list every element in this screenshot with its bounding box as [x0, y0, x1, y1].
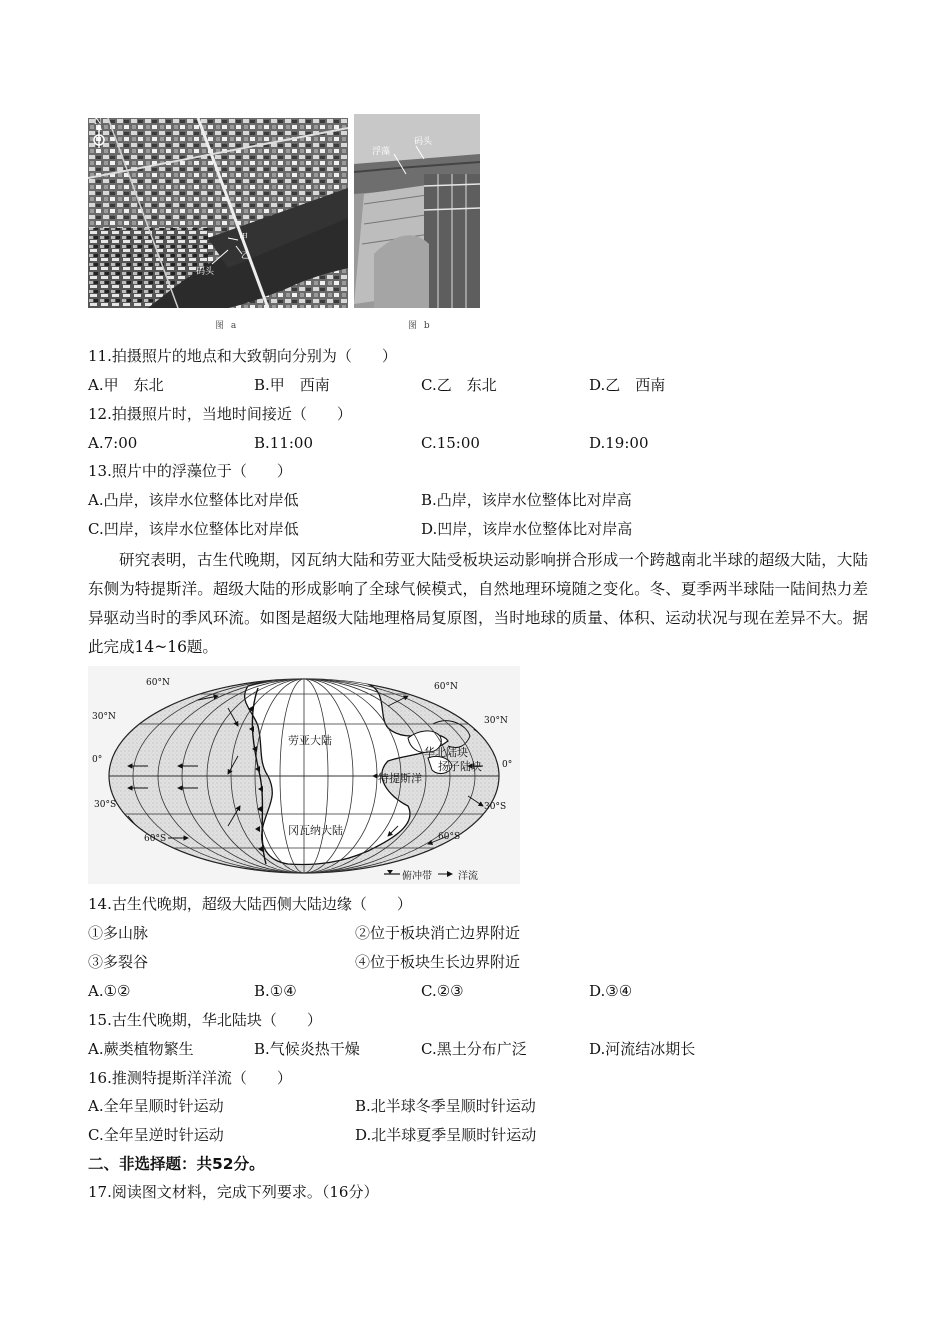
section-2-heading: 二、非选择题：共52分。: [88, 1155, 265, 1173]
q14-item-1: ①多山脉: [88, 924, 149, 942]
label-laurasia: 劳亚大陆: [288, 734, 332, 747]
q15-option-d[interactable]: D.河流结冰期长: [589, 1040, 696, 1058]
lat-30s-left: 30°S: [94, 800, 117, 810]
lat-30s-right: 30°S: [484, 802, 507, 812]
q17-stem: 17.阅读图文材料，完成下列要求。（16分）: [88, 1183, 379, 1201]
q11-option-a[interactable]: A.甲 东北: [88, 376, 164, 394]
q14-item-2: ②位于板块消亡边界附近: [355, 924, 521, 942]
q11-option-b[interactable]: B.甲 西南: [254, 376, 330, 394]
lat-60s-right: 60°S: [438, 832, 461, 842]
lat-0-left: 0°: [92, 755, 103, 765]
lat-60n-right: 60°N: [434, 682, 458, 692]
q13-stem: 13.照片中的浮藻位于（ ）: [88, 462, 292, 480]
q13-option-c[interactable]: C.凹岸，该岸水位整体比对岸低: [88, 520, 299, 538]
lat-30n-right: 30°N: [484, 716, 508, 726]
q13-option-b[interactable]: B.凸岸，该岸水位整体比对岸高: [421, 491, 632, 509]
q12-option-b[interactable]: B.11:00: [254, 434, 314, 452]
q14-option-d[interactable]: D.③④: [589, 982, 633, 1000]
q16-option-c[interactable]: C.全年呈逆时针运动: [88, 1126, 224, 1144]
q14-item-3: ③多裂谷: [88, 953, 149, 971]
q13-option-d[interactable]: D.凹岸，该岸水位整体比对岸高: [421, 520, 633, 538]
reading-passage: [88, 546, 868, 662]
q14-stem: 14.古生代晚期，超级大陆西侧大陆边缘（ ）: [88, 895, 412, 913]
riverside-photo: [354, 114, 480, 308]
label-tethys: 特提斯洋: [378, 772, 422, 785]
q15-stem: 15.古生代晚期，华北陆块（ ）: [88, 1011, 322, 1029]
supercontinent-map: [88, 666, 520, 884]
label-yangtze-block: 扬子陆块: [438, 760, 482, 773]
label-algae: 浮藻: [372, 147, 391, 157]
caption-a: 图 a: [215, 321, 239, 331]
label-gondwana: 冈瓦纳大陆: [288, 824, 343, 837]
q16-stem: 16.推测特提斯洋洋流（ ）: [88, 1069, 292, 1087]
q11-option-d[interactable]: D.乙 西南: [589, 376, 666, 394]
q12-stem: 12.拍摄照片时，当地时间接近（ ）: [88, 405, 352, 423]
q12-option-a[interactable]: A.7:00: [88, 434, 138, 452]
lat-60s-left: 60°S: [144, 834, 167, 844]
q13-option-a[interactable]: A.凸岸，该岸水位整体比对岸低: [88, 491, 299, 509]
label-north-china-block: 华北陆块: [424, 746, 468, 759]
q11-stem: 11.拍摄照片的地点和大致朝向分别为（ ）: [88, 347, 397, 365]
q16-option-a[interactable]: A.全年呈顺时针运动: [88, 1097, 224, 1115]
q16-option-b[interactable]: B.北半球冬季呈顺时针运动: [355, 1097, 536, 1115]
lat-30n-left: 30°N: [92, 712, 116, 722]
q15-option-c[interactable]: C.黑土分布广泛: [421, 1040, 527, 1058]
q14-option-a[interactable]: A.①②: [88, 982, 131, 1000]
legend-subduction-label: 俯冲带: [402, 871, 432, 882]
legend-current-label: 洋流: [458, 871, 478, 882]
label-jia: 甲: [239, 233, 249, 243]
legend-subduction-icon: [384, 870, 400, 874]
q14-option-c[interactable]: C.②③: [421, 982, 464, 1000]
q12-option-c[interactable]: C.15:00: [421, 434, 480, 452]
label-dock-a: 码头: [196, 267, 215, 277]
q14-item-4: ④位于板块生长边界附近: [355, 953, 521, 971]
north-label: N: [94, 118, 102, 127]
passage-text: 研究表明，古生代晚期，冈瓦纳大陆和劳亚大陆受板块运动影响拼合形成一个跨越南北半球的超级大陆，大陆东侧为特提斯洋。超级大陆的形成影响了全球气候模式，自然地理环境随之变化。冬、夏季两半球陆一陆间热力差异驱动当时的季风环流。如图是超级大陆地理格局复原图，当时地球的质量、体积、运动状况与现在差异不大。据此完成14~16题。: [88, 551, 868, 656]
lat-60n-left: 60°N: [146, 678, 170, 688]
lat-0-right: 0°: [502, 760, 513, 770]
q15-option-b[interactable]: B.气候炎热干燥: [254, 1040, 360, 1058]
caption-b: 图 b: [408, 321, 432, 331]
q16-option-d[interactable]: D.北半球夏季呈顺时针运动: [355, 1126, 537, 1144]
aerial-photo: [88, 118, 348, 308]
q12-option-d[interactable]: D.19:00: [589, 434, 649, 452]
q11-option-c[interactable]: C.乙 东北: [421, 376, 497, 394]
label-dock-b: 码头: [414, 137, 433, 147]
q15-option-a[interactable]: A.蕨类植物繁生: [88, 1040, 194, 1058]
label-yi: 乙: [241, 251, 251, 261]
q14-option-b[interactable]: B.①④: [254, 982, 297, 1000]
